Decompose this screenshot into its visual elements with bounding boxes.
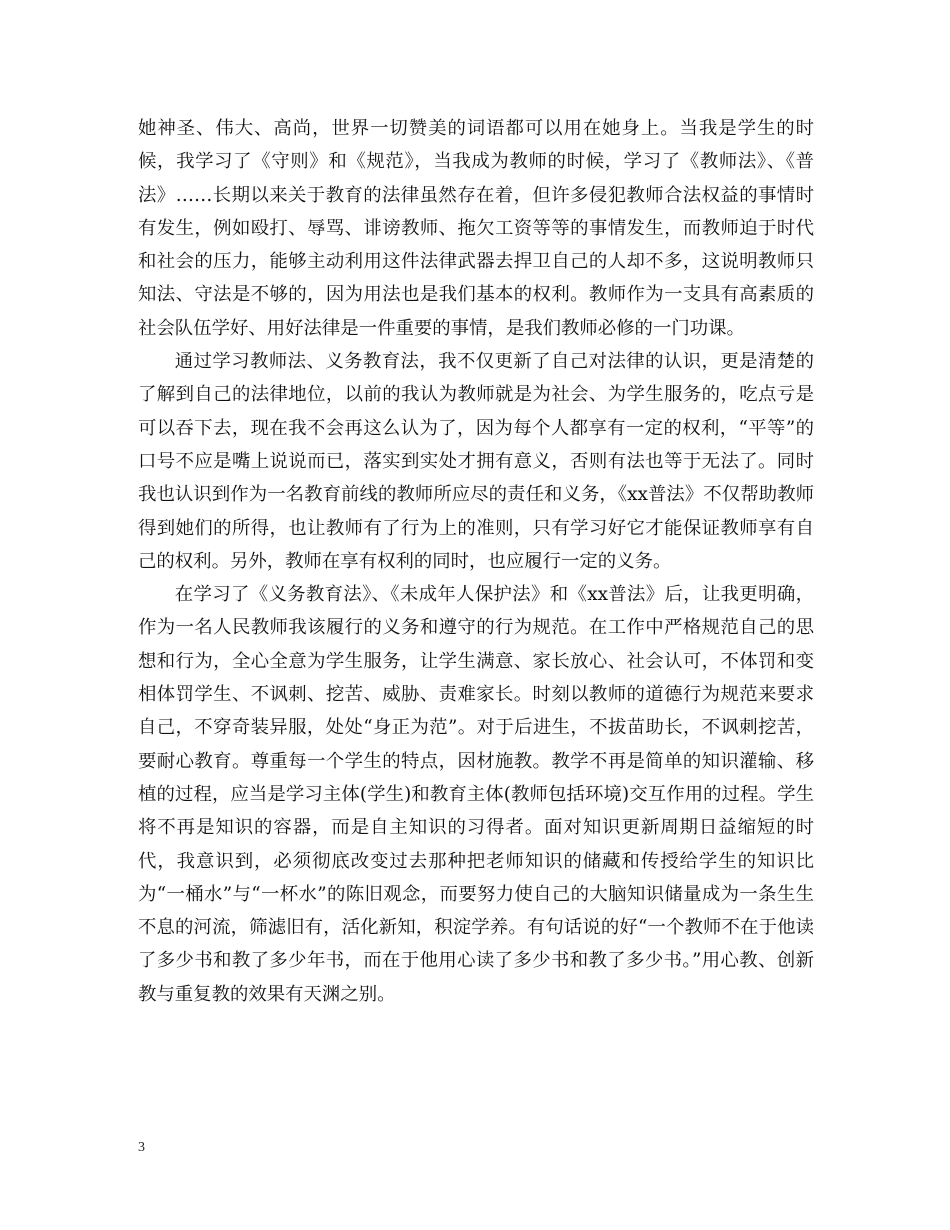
paragraph-continuation: 她神圣、伟大、高尚，世界一切赞美的词语都可以用在她身上。当我是学生的时候，我学习了《守则》和《规范》，当我成为教师的时候，学习了《教师法》、《普法》……长期以来关于教育的法律虽然存在着，但许多侵犯教师合法权益的事情时有发生，例如殴打、辱骂、诽谤教师、拖欠工资等等的事情发生，而教师迫于时代和社会的压力，能够主动利用这件法律武器去捍卫自己的人却不多，这说明教师只知法、守法是不够的，因为用法也是我们基本的权利。教师作为一支具有高素质的社会队伍学好、用好法律是一件重要的事情，是我们教师必修的一门功课。 [138,118,814,339]
page-number: 3 [138,1140,145,1155]
document-body [138,112,814,1011]
paragraph-legal-awareness: 通过学习教师法、义务教育法，我不仅更新了自己对法律的认识，更是清楚的了解到自己的法律地位，以前的我认为教师就是为社会、为学生服务的，吃点亏是可以吞下去，现在我不会再这么认为了，因为每个人都享有一定的权利，“平等”的口号不应是嘴上说说而已，落实到实处才拥有意义，否则有法也等于无法了。同时我也认识到作为一名教育前线的教师所应尽的责任和义务，《xx普法》不仅帮助教师得到她们的所得，也让教师有了行为上的准则，只有学习好它才能保证教师享有自己的权利。另外，教师在享有权利的同时，也应履行一定的义务。 [138,351,814,572]
paragraph-teacher-obligations: 在学习了《义务教育法》、《未成年人保护法》和《xx普法》后，让我更明确，作为一名人民教师我该履行的义务和遵守的行为规范。在工作中严格规范自己的思想和行为，全心全意为学生服务，让学生满意、家长放心、社会认可，不体罚和变相体罚学生、不讽刺、挖苦、威胁、责难家长。时刻以教师的道德行为规范来要求自己，不穿奇装异服，处处“身正为范”。对于后进生，不拔苗助长，不讽刺挖苦，要耐心教育。尊重每一个学生的特点，因材施教。教学不再是简单的知识灌输、移植的过程，应当是学习主体(学生)和教育主体(教师包括环境)交互作用的过程。学生将不再是知识的容器，而是自主知识的习得者。面对知识更新周期日益缩短的时代，我意识到，必须彻底改变过去那种把老师知识的储藏和传授给学生的知识比为“一桶水”与“一杯水”的陈旧观念，而要努力使自己的大脑知识储量成为一条生生不息的河流，筛滤旧有，活化新知，积淀学养。有句话说的好“一个教师不在于他读了多少书和教了多少年书，而在于他用心读了多少书和教了多少书。”用心教、创新教与重复教的效果有天渊之别。 [138,584,814,1005]
